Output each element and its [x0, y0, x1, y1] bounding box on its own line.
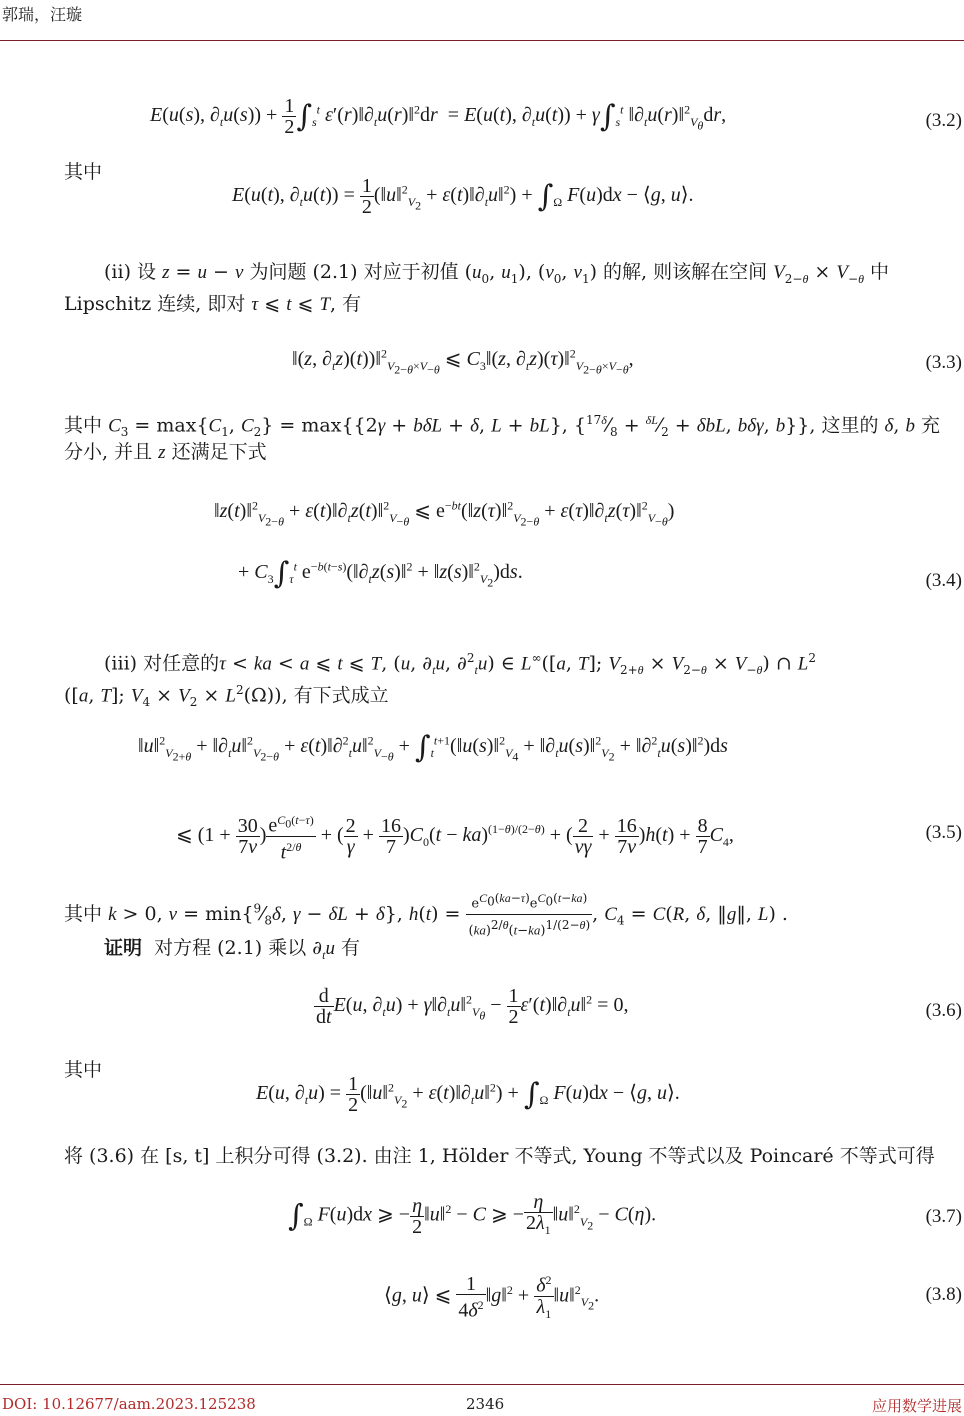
eq-number-3-7: (3.7): [925, 1206, 962, 1227]
equation-3-2: E(u(s), $\partial_tu(s)$) + $\frac{1}{2}$ $\int_s^t$ $\varepsilon'(r)‖\partial_tu(r)‖^2dr = E(u(t)$, $\partial_tu(t)) + \gamma\int_s^t$ $‖\partial_tu(r)‖^2_{V_\theta}dr$,: [150, 95, 727, 138]
paragraph-integrate: 将 (3.6) 在 [s, t] 上积分可得 (3.2). 由注 1, Hölder 不等式, Young 不等式以及 Poincaré 不等式可得: [64, 1145, 935, 1167]
equation-3-4-line2: + $C_3\int_\tau^t$ $e^{-b(t-s)}(‖\partial_tz(s)‖^2$ + ‖z(s)‖$^2_{V_2}$)ds.: [238, 556, 523, 591]
paragraph-k: 其中 k > 0, $\nu = \min\{^9⁄_8\delta$, γ − δL + δ}, h(t) = $\frac{e^{C_0(ka-\tau)}e^{C_0(t-ka)}}{(ka)^{2/\theta}(t-ka)^{1/(2-\theta)}}$ , $C_4 = C(R$, δ, ‖g‖, L) .: [64, 888, 788, 942]
paragraph-ii-line1: (ii) 设 z = u − v 为问题 (2.1) 对应于初值 ($u_0$, $u_1$), ($v_0$, $v_1$) 的解, 则该解在空间 $V_{2-\theta} \times V_{-\theta}$ 中: [104, 261, 890, 286]
paragraph-iii-line1: (iii) 对任意的τ < ka < a ⩽ t ⩽ T, (u, $\partial_tu$, ∂$^2_t$u) ∈ L∞([a, T]; $V_{2+\theta} \times V_{2-\theta} \times V_{-\theta}$) ∩ $L^2$: [104, 651, 817, 678]
paragraph-ii-line2: Lipschitz 连续, 即对 τ ⩽ t ⩽ T, 有: [64, 293, 362, 315]
proof-label: 证明: [104, 937, 143, 959]
equation-3-4-line1: ‖z(t)‖$^2_{V_{2-\theta}}$ + $\varepsilon(t)‖\partial_tz(t)‖^2_{V_{-\theta}}$ ⩽ $e^{-bt}(‖z(\tau)‖^2_{V_{2-\theta}}$ + $\varepsilon(\tau)‖\partial_tz(\tau)‖^2_{V_{-\theta}}$): [214, 498, 675, 529]
paragraph-iii-line2: ([a, T]; $V_4 \times V_2 \times L^2(\Omega)$), 有下式成立: [64, 683, 389, 710]
eq-number-3-6: (3.6): [925, 1000, 962, 1021]
paragraph-c3-line1: 其中 $C_3 = \max\{C_1$, $C_2\} = \max\{\{2\gamma + b\delta L + \delta$, L + bL}, {$^{17\delta}⁄_8$ + $^{\delta L}⁄_2 + \delta bL$, bδγ, b}}, 这里的 δ, b 充: [64, 413, 941, 440]
text-qizhong-2: 其中: [64, 1059, 103, 1081]
eq-number-3-4: (3.4): [925, 570, 962, 591]
equation-3-3: ‖(z, $\partial_tz)(t))‖^2_{V_{2-\theta}\times V_{-\theta}}$ ⩽ $C_3‖(z$, $\partial_tz)(\tau)‖^2_{V_{2-\theta}\times V_{-\theta}}$,: [292, 346, 634, 377]
equation-3-7: $\int_\Omega$ F(u)dx ⩾ − $\frac{\eta}{2}$ ‖u‖$^2$ − C ⩾ − $\frac{\eta}{2\lambda_1}$ ‖u‖$^2_{V_2}$ − C(η).: [288, 1191, 657, 1238]
page-header: [0, 0, 964, 41]
eq-number-3-3: (3.3): [925, 352, 962, 373]
eq-number-3-8: (3.8): [925, 1284, 962, 1305]
header-authors: 郭瑞，汪璇: [2, 5, 83, 24]
eq-number-3-5: (3.5): [925, 822, 962, 843]
paragraph-c3-line2: 分小, 并且 z 还满足下式: [64, 441, 267, 463]
proof-line: 证明 对方程 (2.1) 乘以 $\partial_tu$ 有: [104, 937, 361, 962]
equation-3-5-line1: ‖u‖$^2_{V_{2+\theta}}$ + $‖\partial_tu‖^2_{V_{2-\theta}}$ + ε(t)‖∂$^2_t$u‖$^2_{V_{-\theta}}$ + $\int_t^{t+1}(‖u(s)‖^2_{V_4}$ + $‖\partial_tu(s)‖^2_{V_2}$ + ‖∂$^2_t$u(s)‖$^2$)ds: [138, 730, 728, 765]
eq-number-3-2: (3.2): [925, 110, 962, 131]
equation-energy-1: E(u(t), $\partial_tu(t)$) = $\frac{1}{2}$ (‖u‖$^2_{V_2}$ + $\varepsilon(t)‖\partial_tu‖^2) + \int_\Omega$ F(u)dx − ⟨g, u⟩.: [232, 175, 694, 218]
equation-energy-2: E(u, $\partial_tu$) = $\frac{1}{2}$ (‖u‖$^2_{V_2}$ + $\varepsilon(t)‖\partial_tu‖^2) + \int_\Omega$ F(u)dx − ⟨g, u⟩.: [256, 1073, 680, 1116]
text-qizhong-1: 其中: [64, 161, 103, 183]
footer-doi: DOI: 10.12677/aam.2023.125238: [2, 1395, 256, 1413]
equation-3-5-line2: ⩽ (1 + $\frac{30}{7\nu}$ ) $\frac{e^{C_0(t-\tau)}}{t^{2/\theta}}$ + ( $\frac{2}{\gamma}$ + $\frac{16}{7}$ )$C_0(t - ka)^{(1-\theta)/(2-\theta)}$ + ( $\frac{2}{\nu\gamma}$ + $\frac{16}{7\nu}$ )h(t) + $\frac{8}{7}$ $C_4$,: [176, 810, 734, 862]
equation-3-8: ⟨g, u⟩ ⩽ $\frac{1}{4\delta^2}$ ‖g‖$^2$ + $\frac{\delta^2}{\lambda_1}$ ‖u‖$^2_{V_2}$.: [384, 1270, 599, 1324]
equation-3-6: $\frac{d}{dt}$ E(u, $\partial_tu$) + $\gamma‖\partial_tu‖^2_{V_\theta}$ − $\frac{1}{2}$ $\varepsilon'(t)‖\partial_tu‖^2 = 0$,: [316, 985, 629, 1028]
footer-page-number: 2346: [466, 1395, 505, 1413]
footer-journal: 应用数学进展: [871, 1397, 962, 1415]
page-footer: [0, 1384, 964, 1415]
